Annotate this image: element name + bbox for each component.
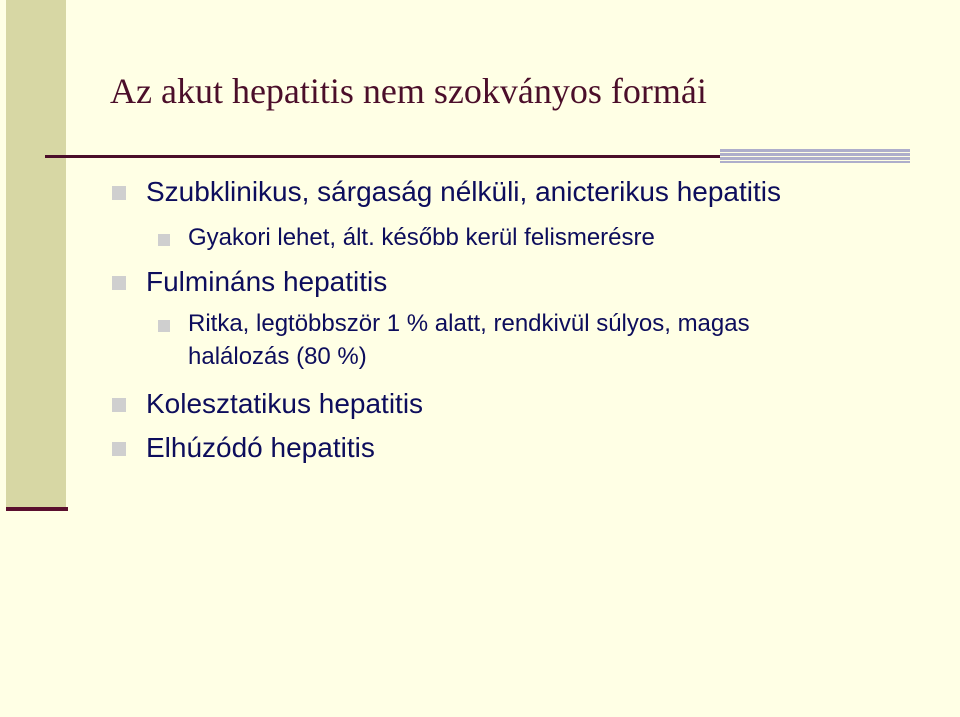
square-bullet-icon — [158, 234, 170, 246]
slide-title: Az akut hepatitis nem szokványos formái — [110, 71, 707, 111]
sub-bullet-text: Gyakori lehet, ált. később kerül felismerésre — [188, 224, 655, 251]
bullet-text: Szubklinikus, sárgaság nélküli, anicterikus hepatitis — [146, 176, 781, 207]
sub-bullet-text-line-1: Ritka, legtöbbször 1 % alatt, rendkivül súlyos, magas — [188, 310, 750, 337]
bullet-text: Fulmináns hepatitis — [146, 266, 388, 297]
square-bullet-icon — [112, 276, 126, 290]
square-bullet-icon — [112, 186, 126, 200]
sub-bullet-text-line-2: halálozás (80 %) — [188, 343, 367, 370]
bullet-text: Elhúzódó hepatitis — [146, 432, 375, 463]
bullet-text: Kolesztatikus hepatitis — [146, 388, 424, 419]
square-bullet-icon — [158, 320, 170, 332]
square-bullet-icon — [112, 442, 126, 456]
square-bullet-icon — [112, 398, 126, 412]
